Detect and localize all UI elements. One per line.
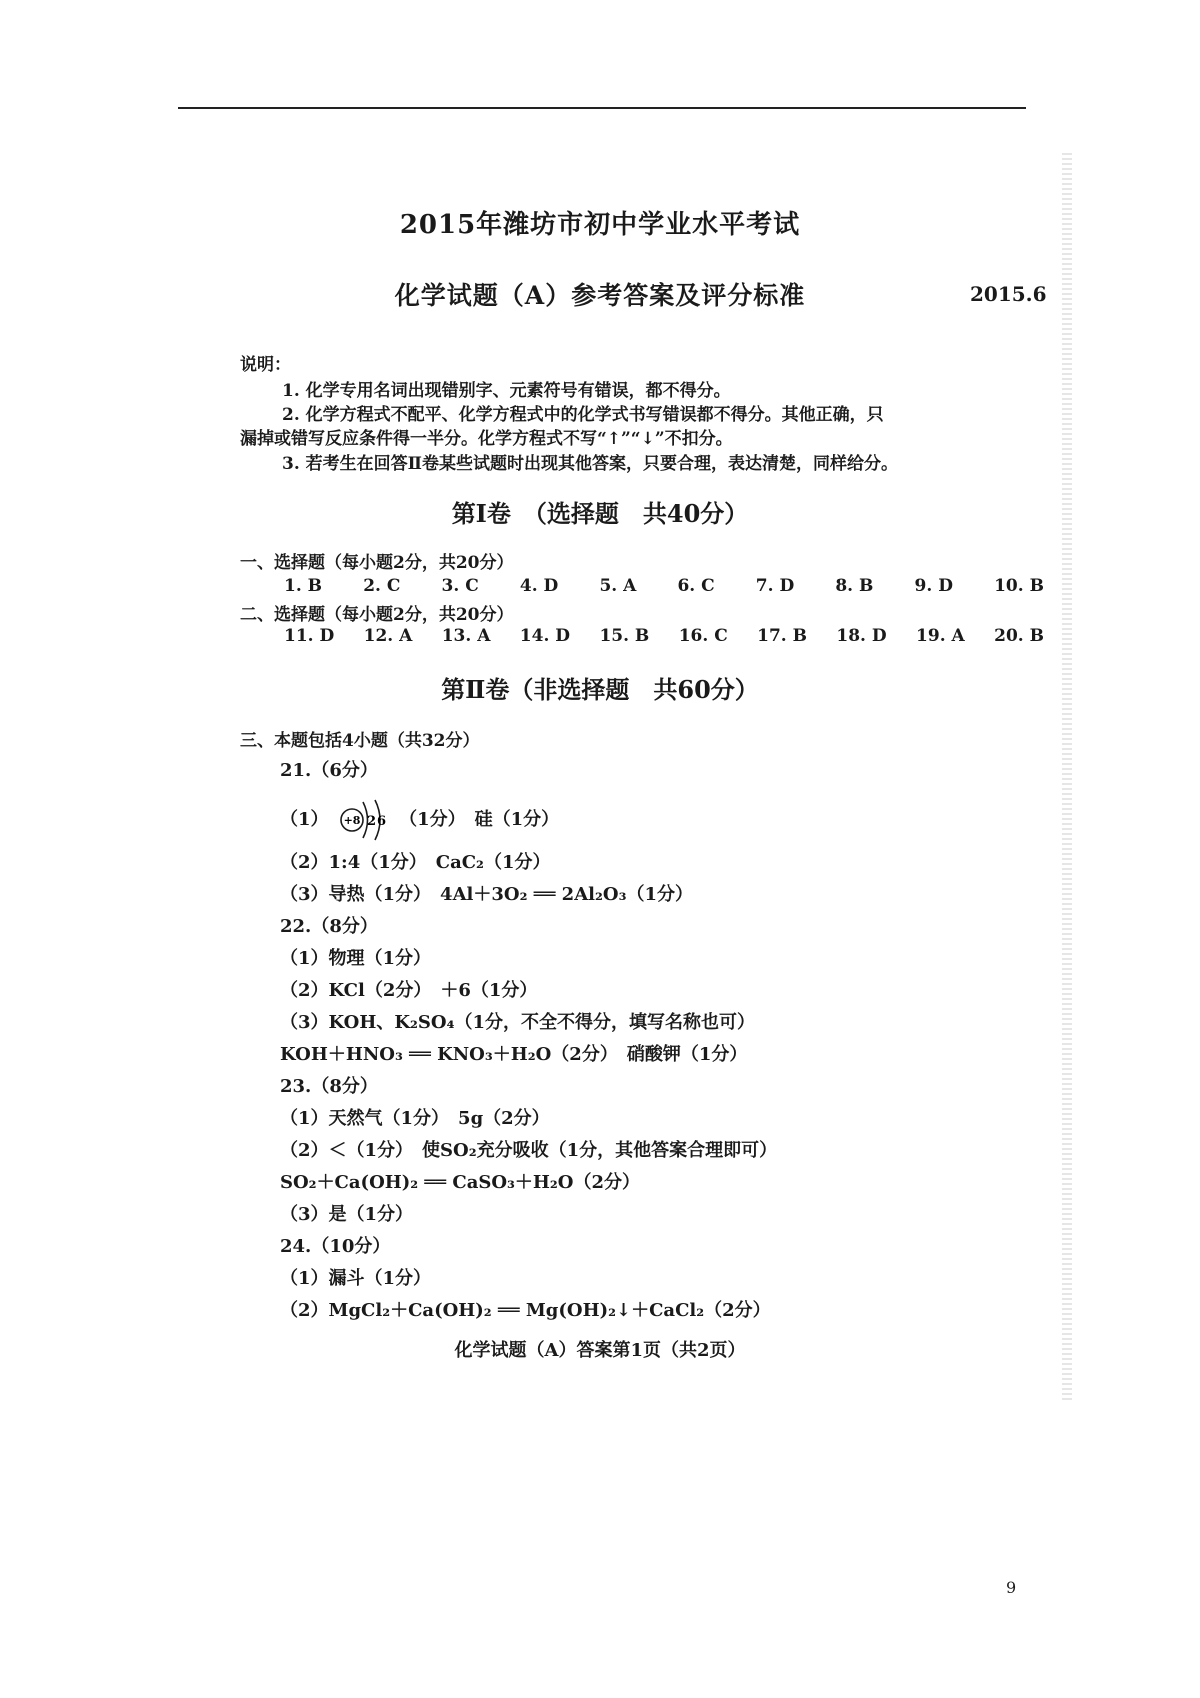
q21-part-1-prefix: （1） [280,809,329,830]
q23-equation: SO₂＋Ca(OH)₂ ══ CaSO₃＋H₂O（2分） [280,1172,641,1193]
section-1-heading: 一、选择题（每小题2分，共20分） [240,553,514,573]
exam-date: 2015.6 [970,282,1047,306]
q22-equation: KOH＋HNO₃ ══ KNO₃＋H₂O（2分） 硝酸钾（1分） [280,1044,748,1065]
q23-part-1: （1）天然气（1分） 5g（2分） [280,1108,550,1129]
q24-heading: 24.（10分） [280,1236,391,1257]
atom-shell-1-electrons: 2 [366,814,376,829]
answer-4: 4. D [519,576,559,596]
section-2-heading: 二、选择题（每小题2分，共20分） [240,605,514,625]
scan-edge-shadow [1062,150,1072,1400]
q23-part-3: （3）是（1分） [280,1204,414,1225]
answer-1: 1. B [284,576,323,596]
answer-10: 10. B [994,576,1044,596]
oxygen-atom-structure-diagram [339,796,389,844]
q23-part-2: （2）＜（1分） 使SO₂充分吸收（1分，其他答案合理即可） [280,1140,778,1161]
atom-nucleus-charge: +8 [343,814,361,827]
page-footer: 化学试题（A）答案第1页（共2页） [454,1340,746,1361]
note-2: 2. 化学方程式不配平、化学方程式中的化学式书写错误都不得分。其他正确，只 [282,405,884,425]
answer-13: 13. A [441,626,491,646]
answer-11: 11. D [284,626,335,646]
q23-heading: 23.（8分） [280,1076,378,1097]
q22-part-1: （1）物理（1分） [280,948,432,969]
q21-part-1-answer: （1分） 硅（1分） [399,809,560,830]
note-1: 1. 化学专用名词出现错别字、元素符号有错误，都不得分。 [282,381,731,401]
volume-2-title: 第Ⅱ卷（非选择题 共60分） [441,675,759,704]
page-number: 9 [1006,1578,1017,1597]
notes-label: 说明： [240,355,291,375]
answer-7: 7. D [755,576,795,596]
answer-6: 6. C [677,576,715,596]
note-2-cont: 漏掉或错写反应条件得一半分。化学方程式不写“↑”“↓”不扣分。 [240,429,733,449]
answer-15: 15. B [599,626,650,646]
section-1-answers [284,576,1044,596]
answer-17: 17. B [757,626,807,646]
answer-3: 3. C [441,576,479,596]
q24-part-2: （2）MgCl₂＋Ca(OH)₂ ══ Mg(OH)₂↓＋CaCl₂（2分） [280,1300,771,1321]
q22-heading: 22.（8分） [280,916,378,937]
answer-14: 14. D [519,626,571,646]
answer-9: 9. D [914,576,953,596]
answer-2: 2. C [363,576,401,596]
top-rule [178,107,1026,109]
q24-part-1: （1）漏斗（1分） [280,1268,432,1289]
q21-part-1 [280,796,559,844]
q22-part-2: （2）KCl（2分） ＋6（1分） [280,980,538,1001]
q21-part-2: （2）1:4（1分） CaC₂（1分） [280,852,551,873]
answer-19: 19. A [916,626,965,646]
q22-part-3: （3）KOH、K₂SO₄（1分，不全不得分，填写名称也可） [280,1012,755,1033]
answer-20: 20. B [994,626,1044,646]
section-3-heading: 三、本题包括4小题（共32分） [240,731,480,751]
section-2-answers [284,626,1044,646]
answer-5: 5. A [599,576,637,596]
answer-16: 16. C [678,626,728,646]
exam-title: 2015年潍坊市初中学业水平考试 [399,210,801,240]
answer-8: 8. B [835,576,874,596]
q21-heading: 21.（6分） [280,760,378,781]
q21-part-3: （3）导热（1分） 4Al＋3O₂ ══ 2Al₂O₃（1分） [280,884,693,905]
answer-18: 18. D [836,626,887,646]
answer-key-title: 化学试题（A）参考答案及评分标准 [394,281,806,310]
volume-1-title: 第Ⅰ卷 （选择题 共40分） [451,499,749,528]
note-3: 3. 若考生在回答Ⅱ卷某些试题时出现其他答案，只要合理，表达清楚，同样给分。 [282,454,898,474]
atom-shell-2-electrons: 6 [376,814,386,829]
answer-12: 12. A [363,626,413,646]
